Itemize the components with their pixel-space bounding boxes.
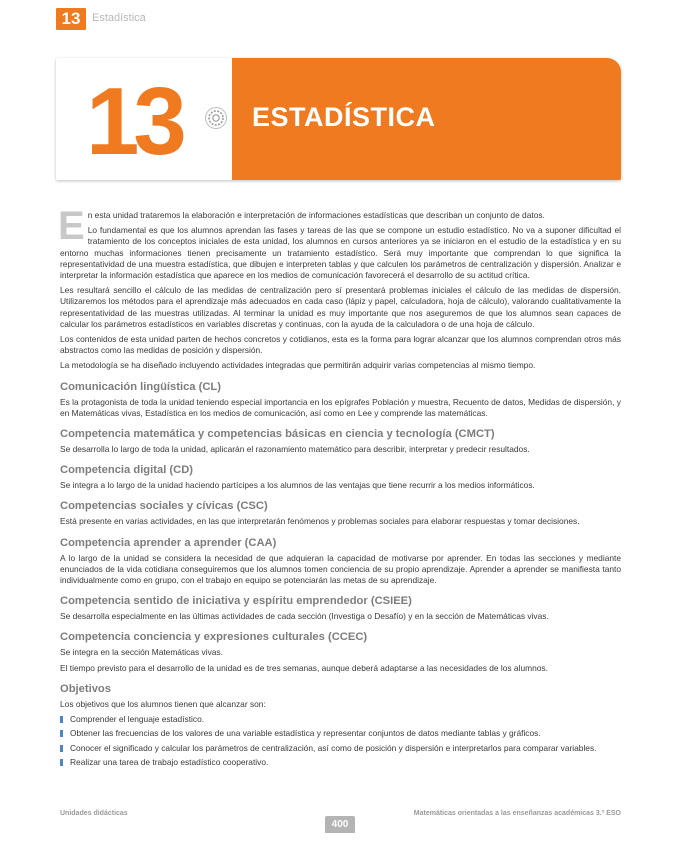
heading-ccec: Competencia conciencia y expresiones culturales (CCEC) xyxy=(60,631,368,644)
intro-paragraph-5: La metodología se ha diseñado incluyendo actividades integradas que permitirán adquirir varias competencias al mismo tiempo. xyxy=(60,360,536,371)
heading-csiee: Competencia sentido de iniciativa y espíritu emprendedor (CSIEE) xyxy=(60,595,412,608)
intro-paragraph-1: n esta unidad trataremos la elaboración e interpretación de informaciones estadísticas que describan un conjunto de datos. xyxy=(87,210,545,220)
section-label: Estadística xyxy=(92,12,146,24)
text-ccec: Se integra en la sección Matemáticas vivas. xyxy=(60,647,223,658)
heading-cd: Competencia digital (CD) xyxy=(60,464,194,477)
text-caa: A lo largo de la unidad se considera la necesidad de que adquieran la capacidad de motivarse por aprender. En todas las secciones y mediante enunciados de la vida cotidiana conseguiremos que los alumnos tomen conciencia de su propio aprendizaje. Aprender a aprender se manifiesta tanto individualmente como en grupo, con el trabajo en equipo se potenciarán las metas de su aprendizaje. xyxy=(60,552,621,586)
chapter-banner xyxy=(56,58,621,180)
text-time: El tiempo previsto para el desarrollo de la unidad es de tres semanas, aunque deberá adaptarse a las necesidades de los alumnos. xyxy=(60,662,548,673)
bullet-marker xyxy=(60,716,63,723)
list-item-text: Conocer el significado y calcular los parámetros de centralización, así como de posición y dispersión e interpretarlos para comparar variables. xyxy=(70,742,597,753)
page-number: 400 xyxy=(325,816,355,833)
drop-cap: E xyxy=(58,204,85,248)
footer-left-label: Unidades didácticas xyxy=(60,810,128,817)
chapter-title: ESTADÍSTICA xyxy=(252,102,436,132)
list-item xyxy=(60,757,621,768)
heading-caa: Competencia aprender a aprender (CAA) xyxy=(60,536,277,549)
footer-right-label: Matemáticas orientadas a las enseñanzas académicas 3.º ESO xyxy=(413,810,621,817)
bullet-marker xyxy=(60,730,63,737)
unit-number-tab: 13 xyxy=(56,8,86,30)
gear-icon xyxy=(204,106,228,130)
objetivos-list xyxy=(60,714,621,768)
text-objetivos-intro: Los objetivos que los alumnos tienen que alcanzar son: xyxy=(60,698,266,709)
intro-paragraph-2: Lo fundamental es que los alumnos aprendan las fases y tareas de las que se compone un estudio estadístico. No va a suponer dificultad el tratamiento de los conceptos iniciales de esta unidad, los alumnos en cursos anteriores ya se iniciaron en el estudio de la estadística y en su entorno muchas informaciones tienen precisamente un tratamiento estadístico. Será muy importante que comprendan lo que significa la representatividad de una muestra estadística, que dibujen e interpreten tablas y que calculen los parámetros de centralización y dispersión. Analizar e interpretar la información estadística que aparece en los medios de comunicación favorecerá el desarrollo de su actitud crítica. xyxy=(60,225,621,281)
heading-cl: Comunicación lingüística (CL) xyxy=(60,380,221,393)
text-cmct: Se desarrolla lo largo de toda la unidad, aplicarán el razonamiento matemático para describir, interpretar y predecir resultados. xyxy=(60,444,530,455)
heading-objetivos: Objetivos xyxy=(60,682,111,695)
list-item xyxy=(60,714,621,725)
text-cd: Se integra a lo largo de la unidad haciendo partícipes a los alumnos de las ventajas que tiene recurrir a los medios informáticos. xyxy=(60,480,535,491)
bullet-marker xyxy=(60,759,63,766)
text-csc: Está presente en varias actividades, en las que interpretarán fenómenos y problemas sociales para elaborar respuestas y tomar decisiones. xyxy=(60,516,580,527)
intro-paragraph-3: Les resultará sencillo el cálculo de las medidas de centralización pero sí presentará problemas iniciales el cálculo de las medidas de dispersión. Utilizaremos los métodos para el aprendizaje más adecuados en cada caso (lápiz y papel, calculadora, hoja de cálculo), valorando cualitativamente la representatividad de las muestras utilizadas. Al terminar la unidad es muy importante que nos aseguremos de que los alumnos sean capaces de calcular los parámetros estadísticos en variables discretas y continuas, con la ayuda de la calculadora o de una hoja de cálculo. xyxy=(60,285,621,329)
chapter-number: 13 xyxy=(86,68,181,175)
heading-csc: Competencias sociales y cívicas (CSC) xyxy=(60,500,268,513)
main-content xyxy=(58,204,621,772)
text-csiee: Se desarrolla especialmente en las últimas actividades de cada sección (Investiga o Desafío) y en la sección de Matemáticas vivas. xyxy=(60,611,549,622)
list-item-text: Realizar una tarea de trabajo estadístico cooperativo. xyxy=(70,757,269,768)
list-item-text: Comprender el lenguaje estadístico. xyxy=(70,714,205,725)
list-item xyxy=(60,743,621,754)
bullet-marker xyxy=(60,745,63,752)
intro-paragraph-4: Los contenidos de esta unidad parten de hechos concretos y cotidianos, esta es la forma para lograr alcanzar que los alumnos comprendan otros más abstractos como las medidas de posición y dispersión. xyxy=(60,334,621,356)
list-item xyxy=(60,728,621,739)
list-item-text: Obtener las frecuencias de los valores de una variable estadística y representar conjuntos de datos mediante tablas y gráficos. xyxy=(70,728,541,739)
intro xyxy=(58,204,621,372)
heading-cmct: Competencia matemática y competencias básicas en ciencia y tecnología (CMCT) xyxy=(60,428,495,441)
text-cl: Es la protagonista de toda la unidad teniendo especial importancia en los epígrafes Población y muestra, Recuento de datos, Medidas de dispersión, y en Matemáticas vivas, Estadística en los medios de comunicación, así como en Lee y comprende las matemáticas. xyxy=(60,396,621,418)
